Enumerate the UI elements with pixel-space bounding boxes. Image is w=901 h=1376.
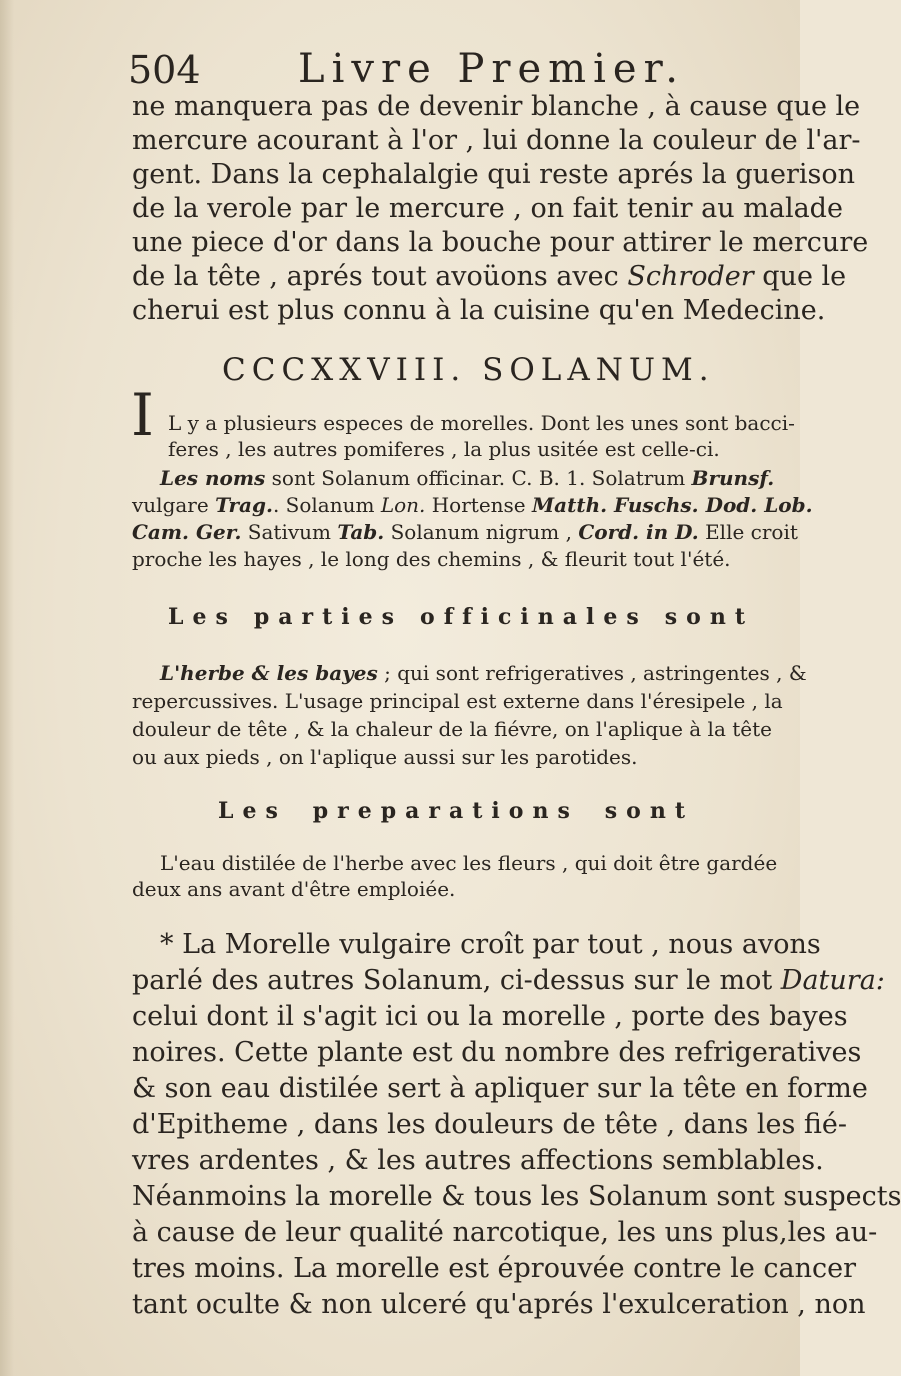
page-number: 504 bbox=[128, 48, 201, 92]
text-line: repercussives. L'usage principal est externe dans l'éresipele , la bbox=[132, 689, 783, 713]
text-line: à cause de leur qualité narcotique, les uns plus,les au- bbox=[132, 1217, 878, 1248]
text-line: de la verole par le mercure , on fait tenir au malade bbox=[132, 193, 843, 224]
text-segment: que le bbox=[762, 261, 847, 292]
text-line: L'eau distilée de l'herbe avec les fleurs , qui doit être gardée bbox=[160, 851, 778, 875]
text-line bbox=[132, 519, 798, 545]
text-segment: ; qui sont refrigeratives , astringentes , & bbox=[384, 661, 807, 685]
subheading-preparations: Les preparations sont bbox=[218, 798, 694, 824]
text-line bbox=[132, 964, 885, 998]
author-name: Schroder bbox=[627, 261, 754, 292]
section-title: CCCXXVIII. SOLANUM. bbox=[222, 352, 715, 388]
text-segment: Sativum bbox=[247, 520, 331, 544]
text-line: noires. Cette plante est du nombre des refrigeratives bbox=[132, 1037, 862, 1068]
text-line: douleur de tête , & la chaleur de la fiévre, on l'aplique à la tête bbox=[132, 717, 772, 741]
abbrev: Lon. bbox=[380, 493, 426, 517]
text-line bbox=[160, 465, 775, 491]
abbrev: Cam. Ger. bbox=[132, 520, 242, 544]
text-line: gent. Dans la cephalalgie qui reste aprés la guerison bbox=[132, 159, 856, 190]
text-segment: parlé des autres Solanum, ci-dessus sur le mot bbox=[132, 965, 773, 996]
text-segment: Elle croit bbox=[705, 520, 798, 544]
text-line: feres , les autres pomiferes , la plus usitée est celle-ci. bbox=[168, 437, 720, 461]
text-line: vres ardentes , & les autres affections semblables. bbox=[132, 1145, 824, 1176]
running-title: Livre Premier. bbox=[298, 46, 686, 92]
abbrev: Trag. bbox=[215, 493, 273, 517]
text-line: tant oculte & non ulceré qu'aprés l'exulceration , non bbox=[132, 1289, 866, 1320]
text-line: * La Morelle vulgaire croît par tout , nous avons bbox=[160, 929, 821, 960]
text-line: deux ans avant d'être emploiée. bbox=[132, 877, 456, 901]
text-line: Néanmoins la morelle & tous les Solanum sont suspects bbox=[132, 1181, 901, 1212]
herbe-label: L'herbe & les bayes bbox=[160, 661, 378, 685]
datura-ref: Datura: bbox=[780, 965, 885, 996]
text-line bbox=[160, 660, 807, 686]
text-segment: Solanum nigrum , bbox=[390, 520, 572, 544]
abbrev: Matth. Fuschs. Dod. Lob. bbox=[532, 493, 813, 517]
text-line: une piece d'or dans la bouche pour attirer le mercure bbox=[132, 227, 869, 258]
text-line: ou aux pieds , on l'aplique aussi sur les parotides. bbox=[132, 745, 638, 769]
abbrev: Tab. bbox=[337, 520, 385, 544]
abbrev: Brunsf. bbox=[691, 466, 775, 490]
abbrev: Cord. in D. bbox=[578, 520, 699, 544]
page-gutter-shadow bbox=[0, 0, 14, 1376]
text-line: mercure acourant à l'or , lui donne la couleur de l'ar- bbox=[132, 125, 861, 156]
drop-cap: I bbox=[131, 381, 154, 449]
text-segment: vulgare bbox=[132, 493, 209, 517]
subheading-parties: Les parties officinales sont bbox=[168, 604, 754, 630]
text-line bbox=[132, 260, 846, 294]
text-line: d'Epitheme , dans les douleurs de tête , dans les fié- bbox=[132, 1109, 848, 1140]
text-line: celui dont il s'agit ici ou la morelle , porte des bayes bbox=[132, 1001, 848, 1032]
text-segment: . Solanum bbox=[272, 493, 375, 517]
text-line: & son eau distilée sert à apliquer sur la tête en forme bbox=[132, 1073, 868, 1104]
text-line bbox=[132, 492, 813, 518]
text-line: tres moins. La morelle est éprouvée contre le cancer bbox=[132, 1253, 857, 1284]
text-line: cherui est plus connu à la cuisine qu'en Medecine. bbox=[132, 295, 826, 326]
text-segment: de la tête , aprés tout avoüons avec bbox=[132, 261, 619, 292]
noms-label: Les noms bbox=[160, 466, 266, 490]
text-segment: Hortense bbox=[431, 493, 526, 517]
text-line: L y a plusieurs especes de morelles. Dont les unes sont bacci- bbox=[168, 411, 795, 435]
text-line: proche les hayes , le long des chemins , & fleurit tout l'été. bbox=[132, 547, 731, 571]
text-line: ne manquera pas de devenir blanche , à cause que le bbox=[132, 91, 861, 122]
text-segment: sont Solanum officinar. C. B. 1. Solatrum bbox=[271, 466, 686, 490]
